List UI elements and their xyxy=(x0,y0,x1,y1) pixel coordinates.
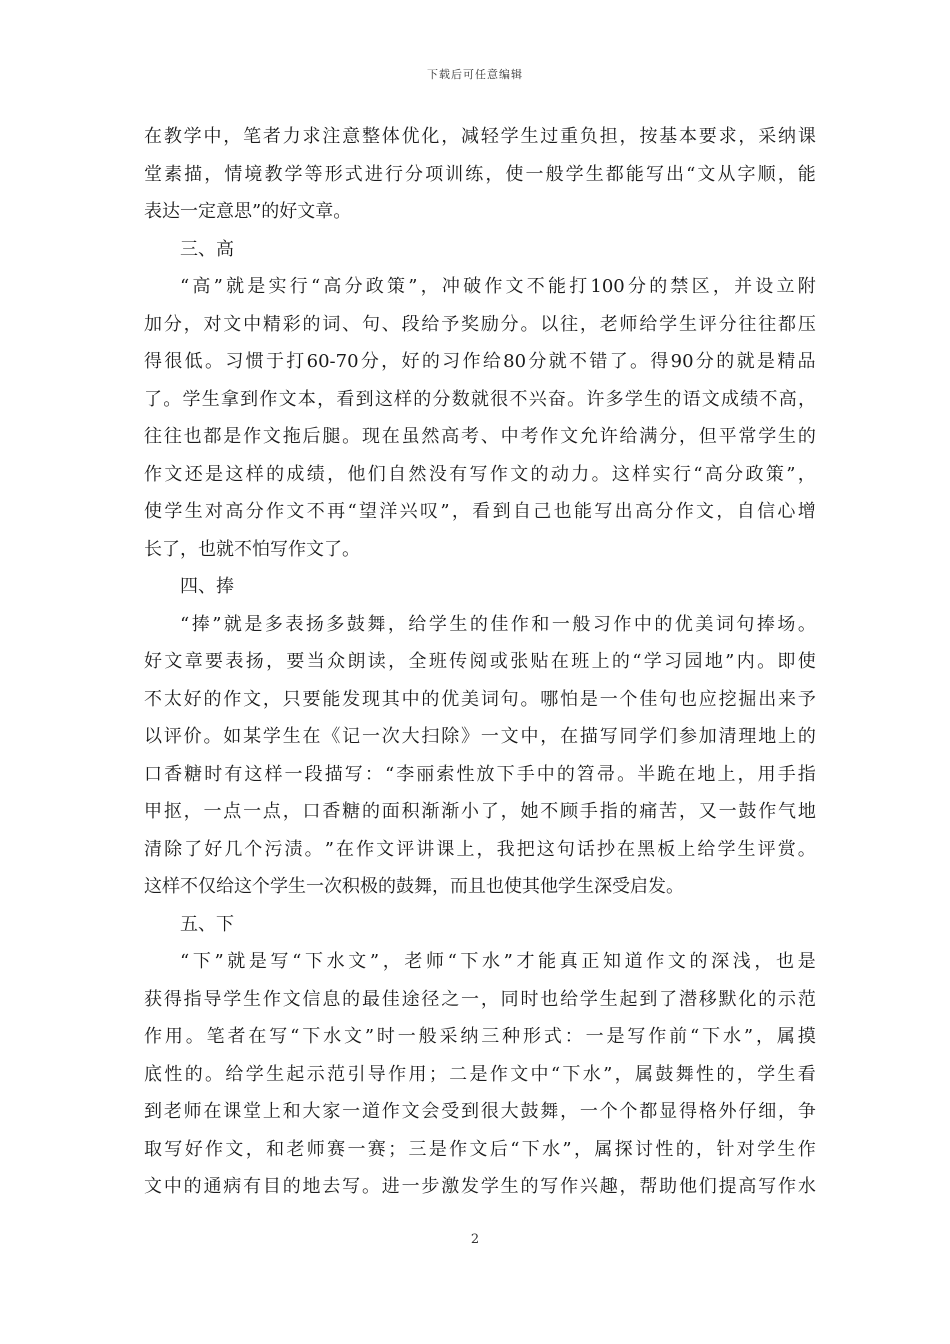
text-line: 使 学 生 对 高 分 作 文 不 再 “ 望 洋 兴 叹 ” ， 看 到 自 己 也 能 写 出 高 分 作 文 ， 自 信 心 增 xyxy=(144,501,816,522)
text-line: “ 捧 ” 就 是 多 表 扬 多 鼓 舞 ， 给 学 生 的 佳 作 和 一 般 习 作 中 的 优 美 词 句 捧 场 。 xyxy=(180,613,816,635)
text-line: 不 太 好 的 作 文 ， 只 要 能 发 现 其 中 的 优 美 词 句 。 哪 怕 是 一 个 佳 句 也 应 挖 掘 出 来 予 xyxy=(144,688,816,710)
text-line: “ 高 ” 就 是 实 行 “ 高 分 政 策 ” ， 冲 破 作 文 不 能 打 100 分 的 禁 区 ， 并 设 立 附 xyxy=(180,276,816,297)
text-line: 这样不仅给这个学生一次积极的鼓舞，而且也使其他学生深受启发。 xyxy=(144,876,684,897)
text-line: 往 往 也 都 是 作 文 拖 后 腿 。 现 在 虽 然 高 考 、 中 考 作 文 允 许 给 满 分 ， 但 平 常 学 生 的 xyxy=(144,426,816,447)
section-heading: 三、高 xyxy=(180,238,234,260)
text-line: 表达一定意思”的好文章。 xyxy=(144,201,352,222)
text-line: 在 教 学 中 ， 笔 者 力 求 注 意 整 体 优 化 ， 减 轻 学 生 过 重 负 担 ， 按 基 本 要 求 ， 采 纳 课 xyxy=(144,126,816,147)
text-line: 文 中 的 通 病 有 目 的 地 去 写 。 进 一 步 激 发 学 生 的 写 作 兴 趣 ， 帮 助 他 们 提 高 写 作 水 xyxy=(144,1176,816,1197)
text-line: 长了，也就不怕写作文了。 xyxy=(144,538,360,560)
text-line: 得 很 低 。 习 惯 于 打 60-70 分 ， 好 的 习 作 给 80 分 就 不 错 了 。 得 90 分 的 就 是 精 品 xyxy=(144,351,816,372)
text-line: 加 分 ， 对 文 中 精 彩 的 词 、 句 、 段 给 予 奖 励 分 。 以 往 ， 老 师 给 学 生 评 分 往 往 都 压 xyxy=(144,313,816,335)
page-number: 2 xyxy=(470,1232,480,1247)
text-line: 取 写 好 作 文 ， 和 老 师 赛 一 赛 ； 三 是 作 文 后 “ 下 水 ” ， 属 探 讨 性 的 ， 针 对 学 生 作 xyxy=(144,1138,816,1160)
text-line: 获 得 指 导 学 生 作 文 信 息 的 最 佳 途 径 之 一 ， 同 时 也 给 学 生 起 到 了 潜 移 默 化 的 示 范 xyxy=(144,988,816,1010)
text-line: “ 下 ” 就 是 写 “ 下 水 文 ” ， 老 师 “ 下 水 ” 才 能 真 正 知 道 作 文 的 深 浅 ， 也 是 xyxy=(180,951,816,972)
document-body xyxy=(144,118,816,1206)
text-line: 作 用 。 笔 者 在 写 “ 下 水 文 ” 时 一 般 采 纳 三 种 形 式 ： 一 是 写 作 前 “ 下 水 ” ， 属 摸 xyxy=(144,1026,816,1047)
text-line: 作 文 还 是 这 样 的 成 绩 ， 他 们 自 然 没 有 写 作 文 的 动 力 。 这 样 实 行 “ 高 分 政 策 ” ， xyxy=(144,463,816,485)
text-line: 堂 素 描 ， 情 境 教 学 等 形 式 进 行 分 项 训 练 ， 使 一 般 学 生 都 能 写 出 “ 文 从 字 顺 ， 能 xyxy=(144,163,816,185)
text-line: 底 性 的 。 给 学 生 起 示 范 引 导 作 用 ； 二 是 作 文 中 “ 下 水 ” ， 属 鼓 舞 性 的 ， 学 生 看 xyxy=(144,1063,816,1085)
section-heading: 五、下 xyxy=(180,913,234,935)
page-header-note: 下载后可任意编辑 xyxy=(427,68,523,81)
section-heading: 四、捧 xyxy=(180,576,234,597)
text-line: 好 文 章 要 表 扬 ， 要 当 众 朗 读 ， 全 班 传 阅 或 张 贴 在 班 上 的 “ 学 习 园 地 ” 内 。 即 使 xyxy=(144,651,816,672)
text-line: 以 评 价 。 如 某 学 生 在 《 记 一 次 大 扫 除 》 一 文 中 ， 在 描 写 同 学 们 参 加 清 理 地 上 的 xyxy=(144,726,816,747)
text-line: 到 老 师 在 课 堂 上 和 大 家 一 道 作 文 会 受 到 很 大 鼓 舞 ， 一 个 个 都 显 得 格 外 仔 细 ， 争 xyxy=(144,1101,816,1122)
text-line: 清 除 了 好 几 个 污 渍 。 ” 在 作 文 评 讲 课 上 ， 我 把 这 句 话 抄 在 黑 板 上 给 学 生 评 赏 。 xyxy=(144,838,816,860)
text-line: 了 。 学 生 拿 到 作 文 本 ， 看 到 这 样 的 分 数 就 很 不 兴 奋 。 许 多 学 生 的 语 文 成 绩 不 高 ， xyxy=(144,388,816,410)
text-line: 口 香 糖 时 有 这 样 一 段 描 写 ： “ 李 丽 索 性 放 下 手 中 的 笤 帚 。 半 跪 在 地 上 ， 用 手 指 xyxy=(144,763,816,785)
text-line: 甲 抠 ， 一 点 一 点 ， 口 香 糖 的 面 积 渐 渐 小 了 ， 她 不 顾 手 指 的 痛 苦 ， 又 一 鼓 作 气 地 xyxy=(144,801,816,822)
